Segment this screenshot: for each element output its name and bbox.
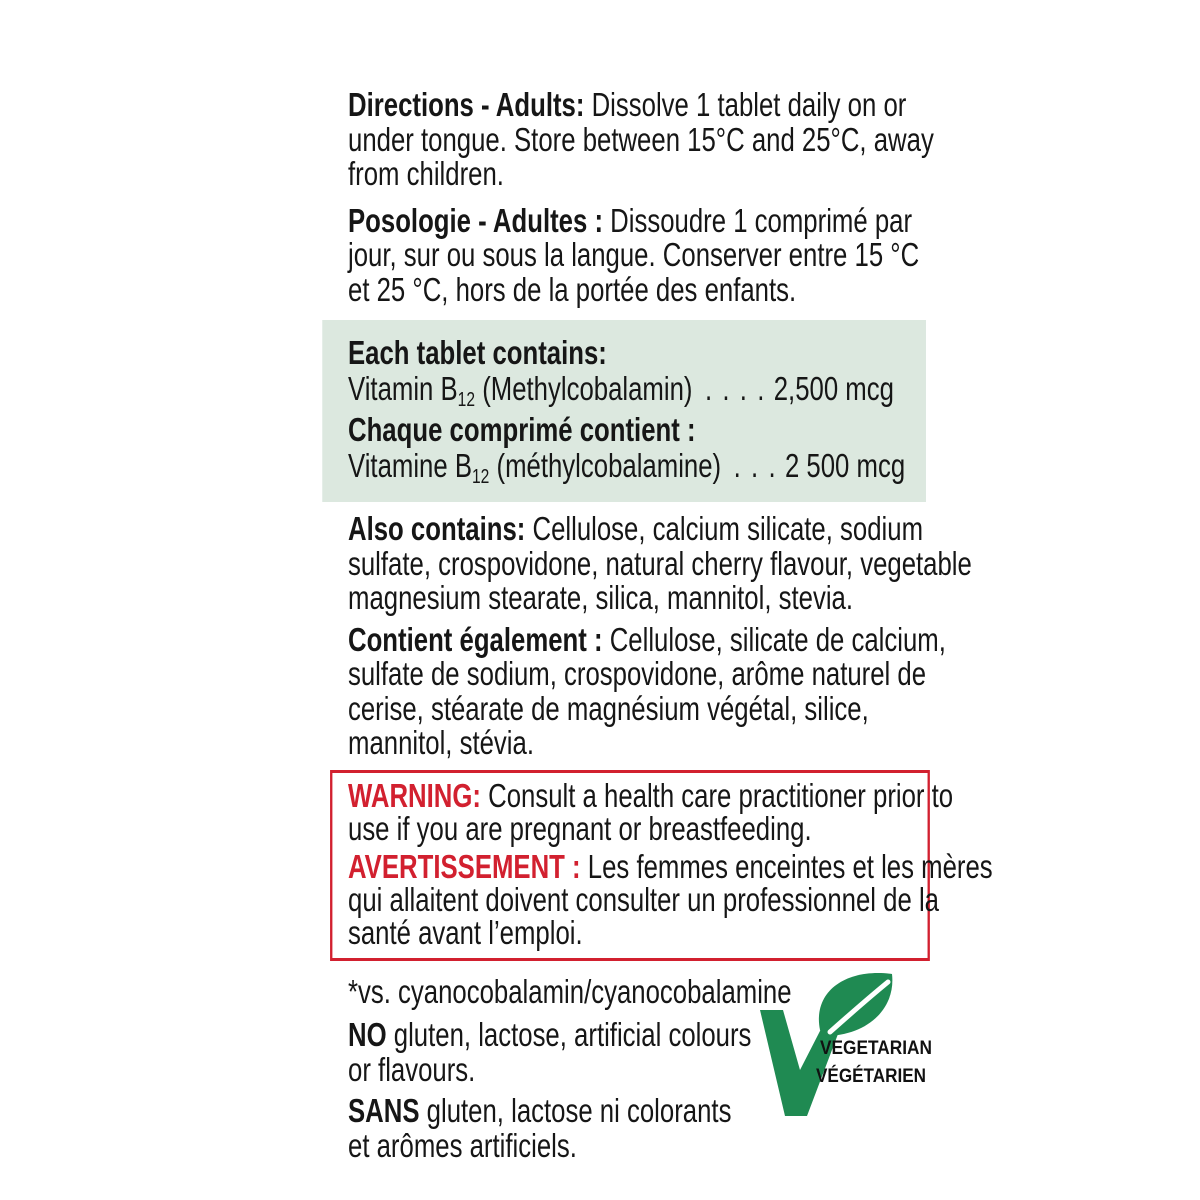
ingredient-form-fr: (méthylcobalamine) bbox=[489, 447, 722, 484]
free-from-en-label: NO bbox=[348, 1016, 387, 1053]
warning-fr-label: AVERTISSEMENT : bbox=[348, 847, 581, 885]
directions-fr-paragraph bbox=[348, 201, 949, 308]
text-line: sulfate de sodium, crospovidone, arôme naturel de bbox=[348, 655, 927, 692]
ingredient-subscript-en: 12 bbox=[457, 389, 476, 411]
ingredient-amount-en: 2,500 mcg bbox=[773, 370, 894, 407]
text-line bbox=[348, 88, 949, 123]
directions-en-paragraph bbox=[348, 88, 949, 192]
directions-en-text: Dissolve 1 tablet daily on or bbox=[584, 86, 907, 123]
free-from-fr-label: SANS bbox=[348, 1092, 420, 1129]
ingredient-form-en: (Methylcobalamin) bbox=[475, 370, 693, 407]
also-contains-fr-paragraph bbox=[348, 620, 949, 761]
vegetarian-badge-text-en: VEGETARIAN bbox=[820, 1038, 932, 1059]
also-contains-en-text: Cellulose, calcium silicate, sodium bbox=[525, 510, 924, 547]
also-contains-en-label: Also contains: bbox=[348, 510, 526, 547]
leader-dots: . . . bbox=[733, 447, 778, 484]
text-line: jour, sur ou sous la langue. Conserver entre 15 °C bbox=[348, 236, 920, 273]
text-line: magnesium stearate, silica, mannitol, stevia. bbox=[348, 579, 854, 616]
text-line: use if you are pregnant or breastfeeding. bbox=[348, 809, 812, 847]
directions-en-label: Directions - Adults: bbox=[348, 86, 585, 123]
text-line bbox=[348, 847, 993, 885]
ingredient-name-fr: Vitamine B bbox=[348, 447, 473, 484]
free-from-en-text: gluten, lactose, artificial colours bbox=[386, 1016, 752, 1053]
text-line: *vs. cyanocobalamin/cyanocobalamine bbox=[348, 972, 792, 1010]
warning-fr-text: Les femmes enceintes et les mères bbox=[580, 847, 993, 885]
text-line: et arômes artificiels. bbox=[348, 1126, 577, 1164]
vegetarian-badge-text-fr: VÉGÉTARIEN bbox=[816, 1066, 939, 1087]
text-line: under tongue. Store between 15°C and 25°C, away bbox=[348, 120, 934, 158]
vegetarian-badge bbox=[750, 968, 940, 1120]
ingredient-name-en: Vitamin B bbox=[348, 370, 458, 407]
text-line: mannitol, stévia. bbox=[348, 724, 534, 761]
text-line: cerise, stéarate de magnésium végétal, silice, bbox=[348, 689, 869, 727]
warning-fr-paragraph bbox=[348, 847, 993, 951]
warning-en-label: WARNING: bbox=[348, 776, 481, 814]
ingredient-amount-fr: 2 500 mcg bbox=[784, 447, 906, 484]
warning-en-paragraph bbox=[348, 776, 954, 847]
text-line: from children. bbox=[348, 155, 504, 192]
text-line bbox=[348, 512, 949, 547]
text-line bbox=[348, 201, 949, 239]
text-line: et 25 °C, hors de la portée des enfants. bbox=[348, 270, 797, 308]
text-line: qui allaitent doivent consulter un professionnel de la bbox=[348, 880, 939, 918]
also-contains-fr-label: Contient également : bbox=[348, 620, 603, 658]
directions-fr-label: Posologie - Adultes : bbox=[348, 201, 604, 239]
also-contains-en-paragraph bbox=[348, 510, 972, 616]
text-line: sulfate, crospovidone, natural cherry flavour, vegetable bbox=[348, 544, 972, 582]
text-line bbox=[348, 776, 954, 814]
free-from-fr-text: gluten, lactose ni colorants bbox=[419, 1092, 732, 1129]
tablet-contents-row-fr bbox=[348, 448, 910, 489]
directions-fr-text: Dissoudre 1 comprimé par bbox=[603, 201, 913, 239]
warning-en-text: Consult a health care practitioner prior to bbox=[480, 776, 954, 814]
text-line: or flavours. bbox=[348, 1050, 476, 1088]
text-line bbox=[348, 620, 949, 658]
ingredient-subscript-fr: 12 bbox=[472, 466, 490, 488]
leader-dots: . . . . bbox=[704, 370, 766, 407]
warning-panel bbox=[330, 770, 993, 961]
tablet-contents-header-en: Each tablet contains: bbox=[348, 334, 607, 371]
tablet-contents-header-fr: Chaque comprimé contient : bbox=[348, 411, 696, 448]
text-line: santé avant l’emploi. bbox=[348, 913, 583, 951]
tablet-contents-row-en bbox=[348, 371, 910, 412]
tablet-contents-panel bbox=[322, 320, 926, 502]
also-contains-fr-text: Cellulose, silicate de calcium, bbox=[602, 620, 946, 658]
